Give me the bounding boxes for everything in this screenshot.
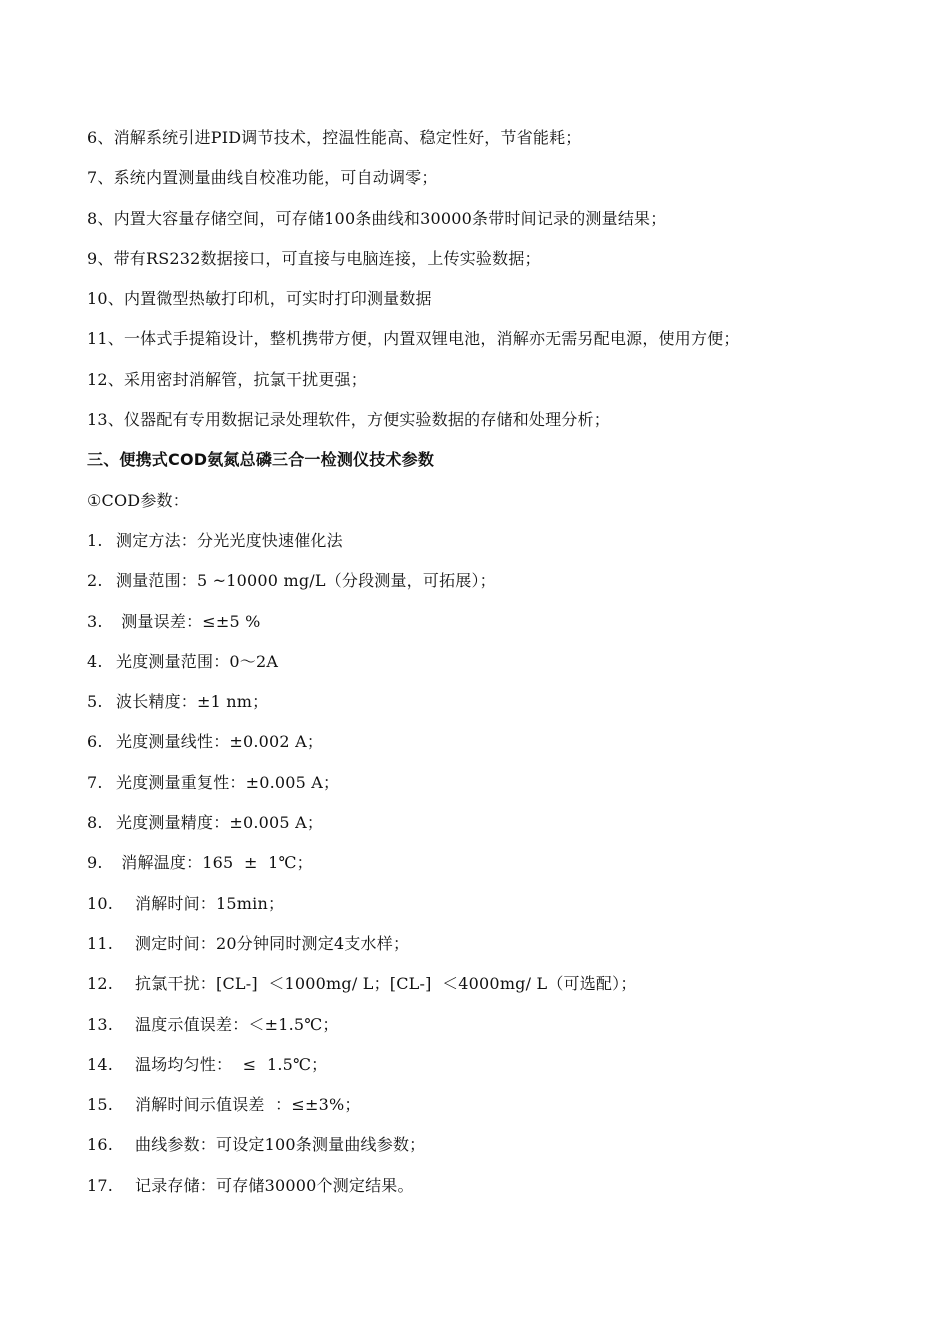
param-text: 抗氯干扰：[CL-] ＜1000mg/ L；[CL-] ＜4000mg/ L（可选配）； <box>135 974 637 994</box>
cod-param-row <box>87 1125 887 1165</box>
param-text: 光度测量精度：±0.005 A； <box>116 813 324 833</box>
cod-param-row <box>87 763 887 803</box>
cod-param-row <box>87 521 887 561</box>
cod-param-row <box>87 682 887 722</box>
cod-params-title: ①COD参数： <box>87 490 189 510</box>
param-text: 记录存储：可存储30000个测定结果。 <box>135 1175 414 1195</box>
param-text: 光度测量线性：±0.002 A； <box>116 732 324 752</box>
cod-param-row <box>87 1045 887 1085</box>
feature-item-8: 8、内置大容量存储空间，可存储100条曲线和30000条带时间记录的测量结果； <box>87 208 667 228</box>
param-number: 2. <box>87 571 103 591</box>
param-text: 曲线参数：可设定100条测量曲线参数； <box>135 1135 426 1155</box>
cod-param-row <box>87 1166 887 1206</box>
cod-param-row <box>87 884 887 924</box>
param-text: 温度示值误差：＜±1.5℃； <box>135 1014 339 1034</box>
param-text: 波长精度：±1 nm； <box>116 692 269 712</box>
param-number: 3. <box>87 611 103 631</box>
cod-param-row <box>87 722 887 762</box>
feature-item-13: 13、仪器配有专用数据记录处理软件，方便实验数据的存储和处理分析； <box>87 410 610 430</box>
param-number: 16. <box>87 1135 114 1155</box>
param-text: 光度测量范围：0～2A <box>116 651 279 671</box>
cod-param-row <box>87 803 887 843</box>
feature-item-10: 10、内置微型热敏打印机，可实时打印测量数据 <box>87 289 432 309</box>
param-text: 温场均匀性： ≤ 1.5℃； <box>135 1054 328 1074</box>
feature-item-12: 12、采用密封消解管，抗氯干扰更强； <box>87 369 367 389</box>
param-number: 12. <box>87 974 114 994</box>
cod-param-row <box>87 561 887 601</box>
feature-item-7: 7、系统内置测量曲线自校准功能，可自动调零； <box>87 168 438 188</box>
section-title: 三、便携式COD氨氮总磷三合一检测仪技术参数 <box>87 450 435 470</box>
param-number: 9. <box>87 853 103 873</box>
cod-param-row <box>87 642 887 682</box>
param-number: 11. <box>87 933 114 953</box>
param-number: 8. <box>87 813 103 833</box>
cod-param-row <box>87 602 887 642</box>
param-text: 测量范围：5 ~10000 mg/L（分段测量，可拓展）； <box>116 571 496 591</box>
param-text: 测定方法：分光光度快速催化法 <box>116 530 343 550</box>
document-page <box>87 118 887 1206</box>
param-text: 光度测量重复性：±0.005 A； <box>116 772 340 792</box>
cod-param-row <box>87 1085 887 1125</box>
param-number: 14. <box>87 1054 114 1074</box>
cod-param-row <box>87 964 887 1004</box>
cod-param-row <box>87 1005 887 1045</box>
param-text: 消解时间：15min； <box>135 893 285 913</box>
param-number: 6. <box>87 732 103 752</box>
feature-item-11: 11、一体式手提箱设计，整机携带方便，内置双锂电池，消解亦无需另配电源，使用方便； <box>87 329 740 349</box>
cod-param-row <box>87 843 887 883</box>
param-text: 测定时间：20分钟同时测定4支水样； <box>135 933 410 953</box>
param-number: 1. <box>87 530 103 550</box>
param-number: 15. <box>87 1095 114 1115</box>
cod-param-row <box>87 924 887 964</box>
param-text: 消解时间示值误差 ：≤±3%； <box>135 1095 361 1115</box>
param-number: 7. <box>87 772 103 792</box>
param-number: 13. <box>87 1014 114 1034</box>
param-number: 4. <box>87 651 103 671</box>
feature-item-6: 6、消解系统引进PID调节技术，控温性能高、稳定性好，节省能耗； <box>87 128 582 147</box>
feature-item-9: 9、带有RS232数据接口，可直接与电脑连接，上传实验数据； <box>87 248 541 268</box>
param-text: 测量误差：≤±5 % <box>116 611 261 631</box>
param-number: 5. <box>87 692 103 712</box>
param-number: 10. <box>87 893 114 913</box>
param-number: 17. <box>87 1175 114 1195</box>
param-text: 消解温度：165 ± 1℃； <box>116 853 313 873</box>
